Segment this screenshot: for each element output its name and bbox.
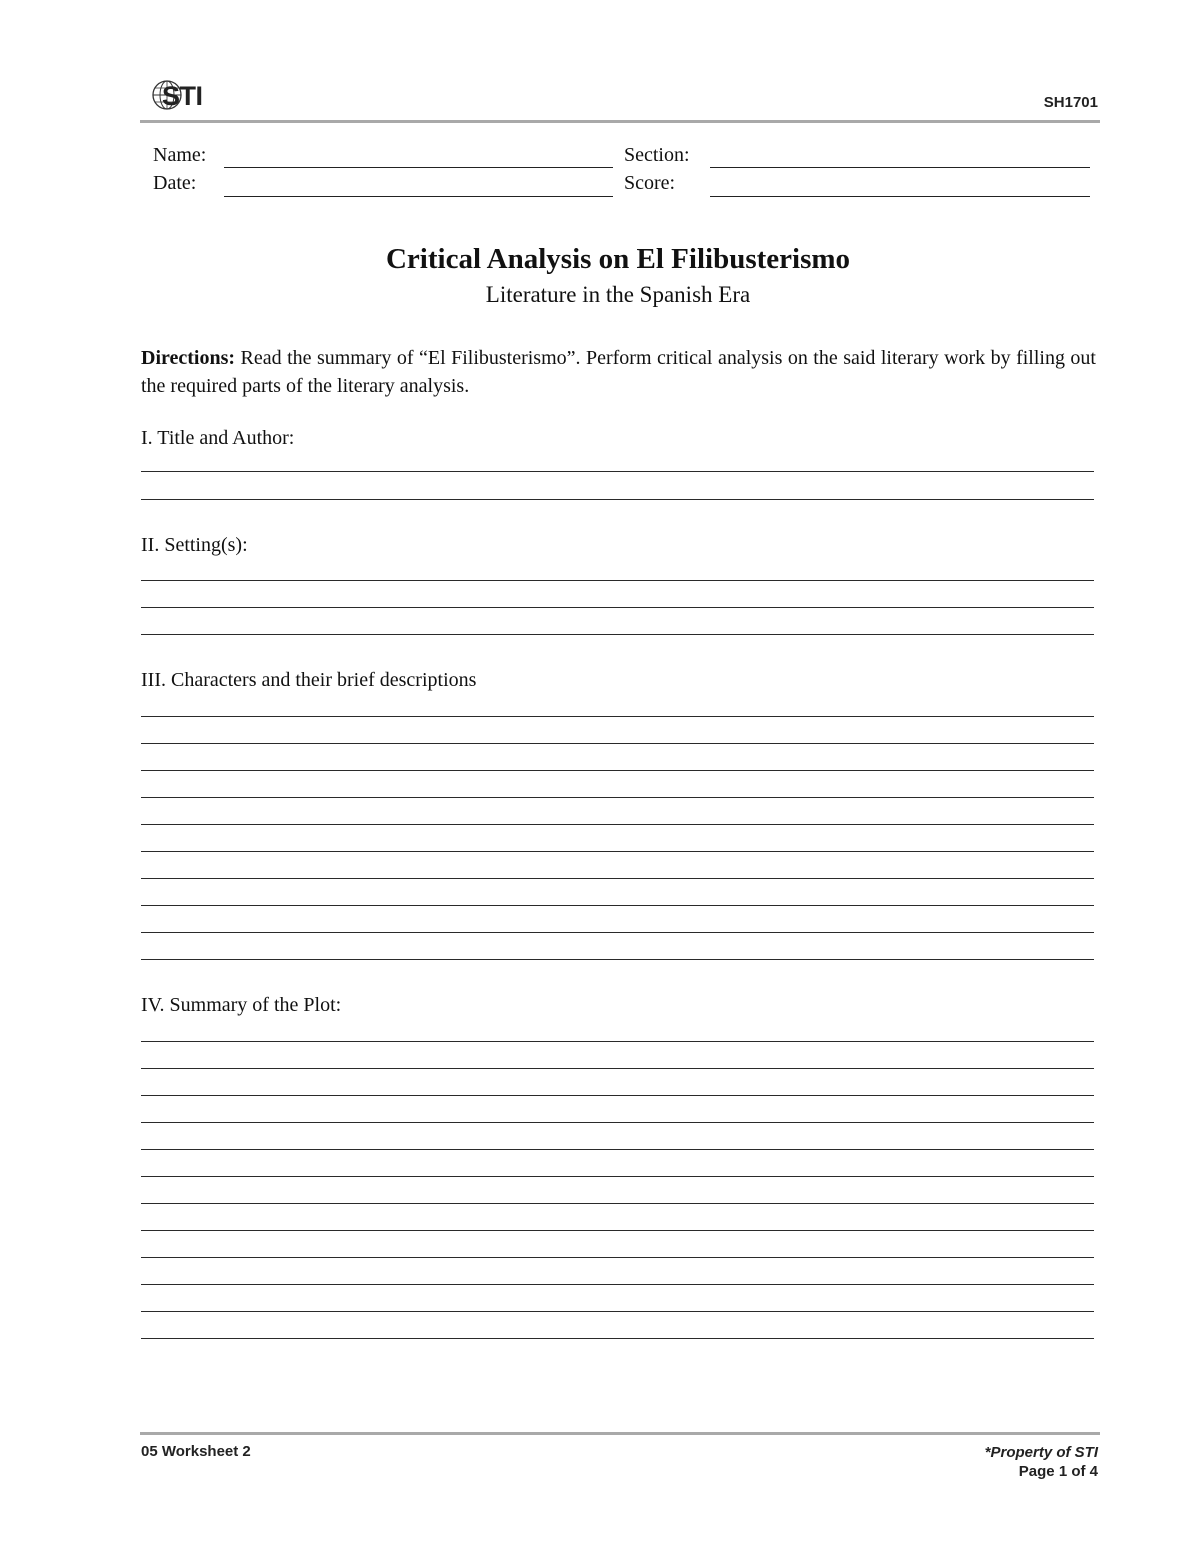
footer-divider bbox=[140, 1432, 1100, 1435]
sti-logo bbox=[150, 76, 230, 116]
section-heading-characters: III. Characters and their brief descriptions bbox=[141, 669, 477, 691]
writing-line[interactable] bbox=[141, 905, 1094, 906]
writing-line[interactable] bbox=[141, 1284, 1094, 1285]
writing-line[interactable] bbox=[141, 1095, 1094, 1096]
section-heading-settings: II. Setting(s): bbox=[141, 534, 248, 556]
date-field[interactable] bbox=[224, 196, 613, 197]
writing-line[interactable] bbox=[141, 1041, 1094, 1042]
page-number: Page 1 of 4 bbox=[1018, 1463, 1098, 1480]
writing-line[interactable] bbox=[141, 1176, 1094, 1177]
writing-line[interactable] bbox=[141, 1257, 1094, 1258]
writing-line[interactable] bbox=[141, 1311, 1094, 1312]
name-label: Name: bbox=[153, 144, 207, 166]
worksheet-subtitle: Literature in the Spanish Era bbox=[485, 282, 751, 307]
writing-line[interactable] bbox=[141, 1149, 1094, 1150]
footer-info bbox=[985, 1443, 1098, 1481]
header-divider bbox=[140, 120, 1100, 123]
directions-text: Read the summary of “El Filibusterismo”. Perform critical analysis on the said literary work by filling out the required parts of the literary analysis. bbox=[141, 347, 1096, 397]
writing-line[interactable] bbox=[141, 770, 1094, 771]
property-notice: *Property of STI bbox=[984, 1444, 1098, 1461]
section-heading-plot-summary: IV. Summary of the Plot: bbox=[141, 994, 342, 1016]
writing-line[interactable] bbox=[141, 824, 1094, 825]
writing-line[interactable] bbox=[141, 1230, 1094, 1231]
score-label: Score: bbox=[624, 172, 676, 194]
logo-text: STI bbox=[162, 80, 203, 111]
writing-line[interactable] bbox=[141, 797, 1094, 798]
writing-line[interactable] bbox=[141, 1203, 1094, 1204]
directions-label: Directions: bbox=[141, 347, 236, 369]
writing-line[interactable] bbox=[141, 743, 1094, 744]
writing-line[interactable] bbox=[141, 851, 1094, 852]
writing-line[interactable] bbox=[141, 634, 1094, 635]
writing-line[interactable] bbox=[141, 580, 1094, 581]
score-field[interactable] bbox=[710, 196, 1090, 197]
directions-paragraph bbox=[141, 344, 1096, 400]
worksheet-title: Critical Analysis on El Filibusterismo bbox=[385, 243, 851, 275]
writing-line[interactable] bbox=[141, 878, 1094, 879]
section-heading-title-author: I. Title and Author: bbox=[141, 427, 295, 449]
section-field[interactable] bbox=[710, 167, 1090, 168]
section-label: Section: bbox=[624, 144, 690, 166]
worksheet-label: 05 Worksheet 2 bbox=[141, 1443, 251, 1460]
writing-line[interactable] bbox=[141, 1338, 1094, 1339]
writing-line[interactable] bbox=[141, 471, 1094, 472]
writing-line[interactable] bbox=[141, 607, 1094, 608]
writing-line[interactable] bbox=[141, 499, 1094, 500]
document-code: SH1701 bbox=[1043, 94, 1098, 111]
writing-line[interactable] bbox=[141, 959, 1094, 960]
writing-line[interactable] bbox=[141, 1068, 1094, 1069]
name-field[interactable] bbox=[224, 167, 613, 168]
writing-line[interactable] bbox=[141, 932, 1094, 933]
writing-line[interactable] bbox=[141, 716, 1094, 717]
date-label: Date: bbox=[153, 172, 197, 194]
writing-line[interactable] bbox=[141, 1122, 1094, 1123]
